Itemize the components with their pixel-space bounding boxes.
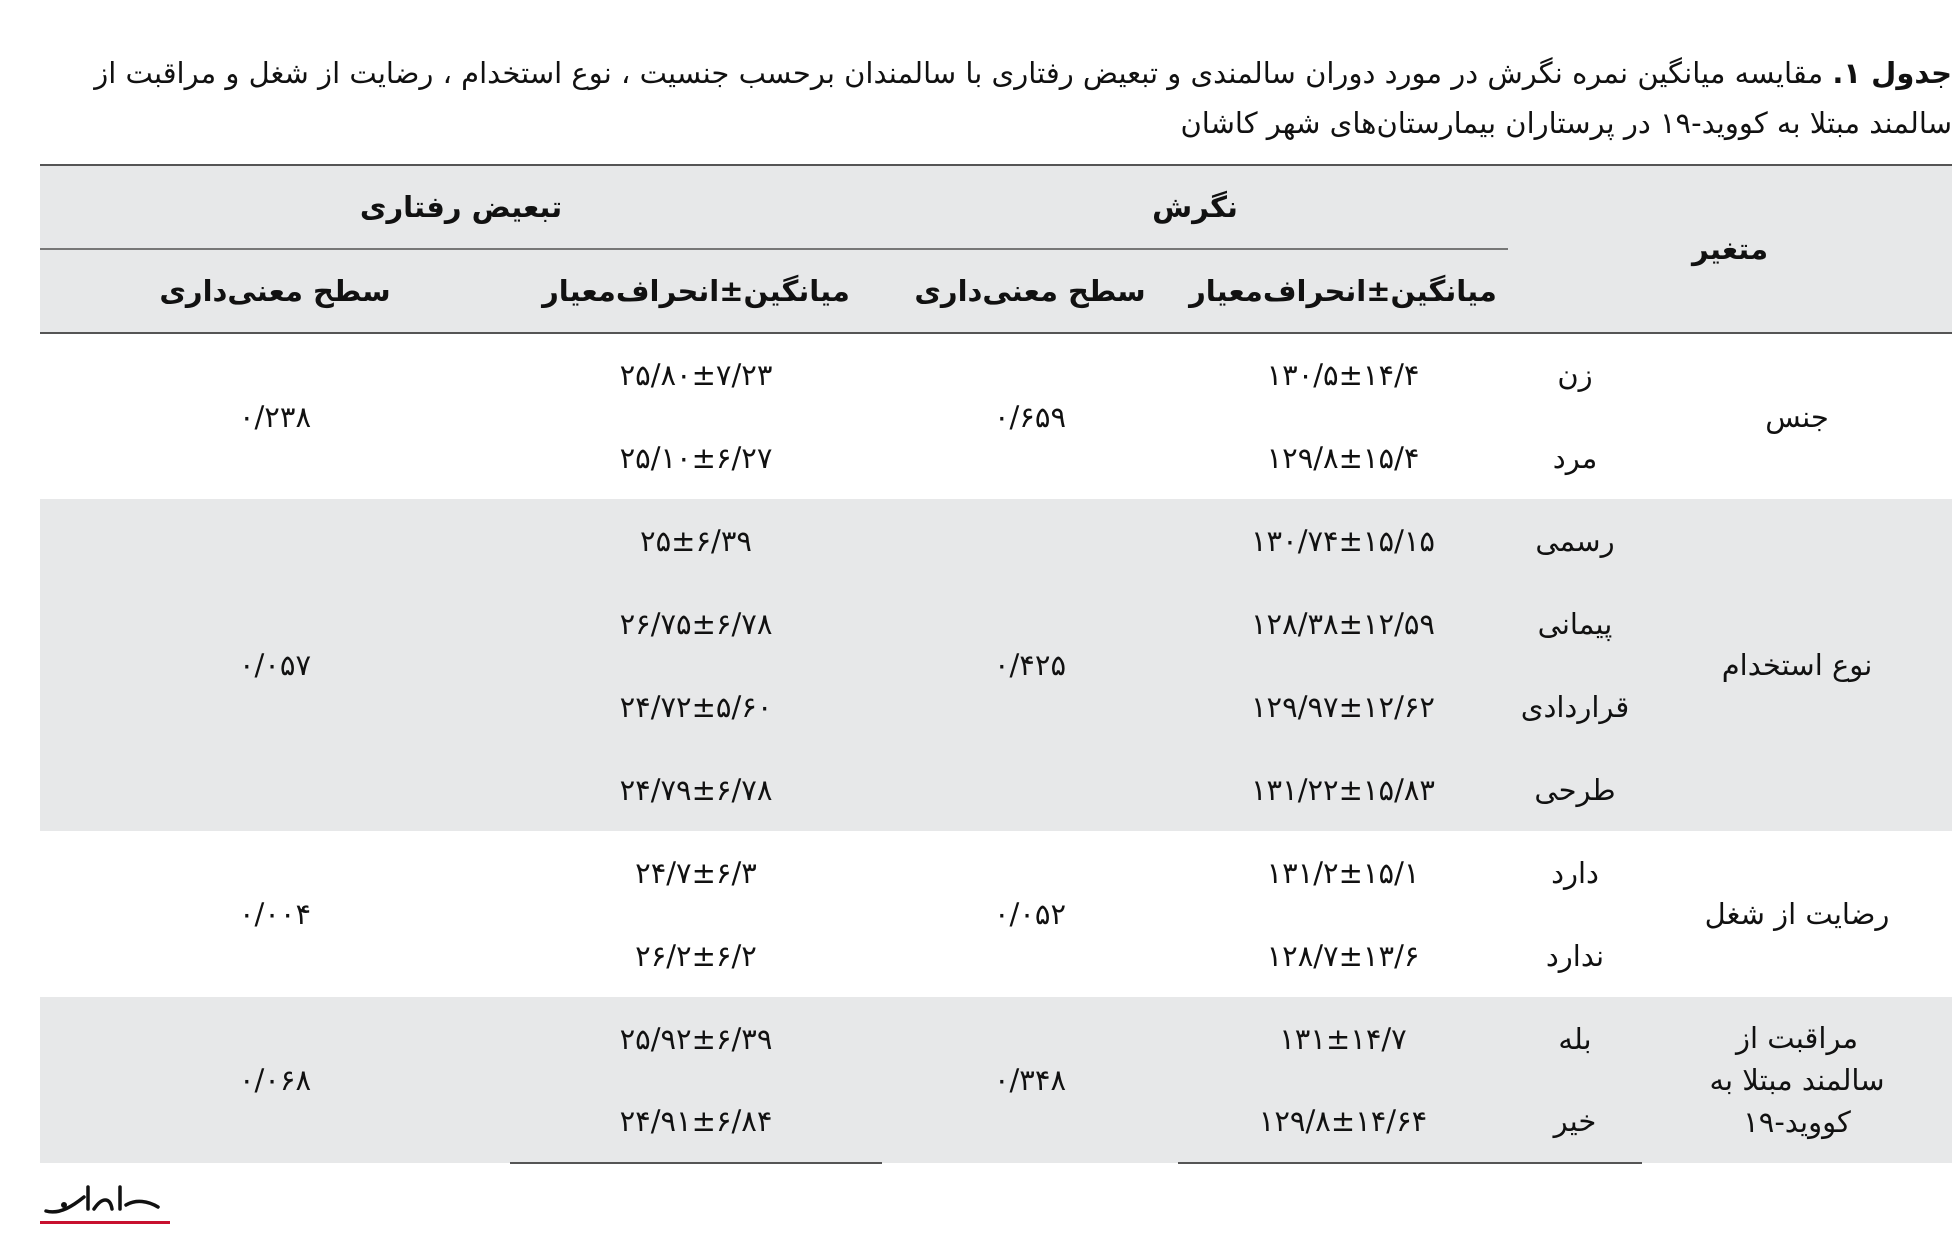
discrimination-mean-sd-header: میانگین±انحراف‌معیار [510,249,882,333]
table-row [40,831,1952,914]
discrimination-significance-header: سطح معنی‌داری [40,249,510,333]
attitude-mean-cell: ۱۳۱/۲۲±۱۵/۸۳ [1178,748,1508,831]
table-row [40,499,1952,582]
attitude-p-cell: ۰/۶۵۹ [993,399,1067,434]
attitude-mean-cell: ۱۳۱/۲±۱۵/۱ [1266,855,1420,890]
discrimination-mean-cell: ۲۵/۱۰±۶/۲۷ [619,440,773,475]
attitude-mean-cell: ۱۲۹/۸±۱۵/۴ [1266,440,1420,475]
variable-cell: مراقبت از سالمند مبتلا به کووید-۱۹ [1642,997,1952,1163]
caption-text: مقایسه میانگین نمره نگرش در مورد دوران سالمندی و تبعیض رفتاری با سالمندان برحسب جنسیت ، نوع استخدام ، رضایت از شغل و مراقبت از سالمند مبتلا به کووید-۱۹ در پرستاران بیمارستان‌های شهر کاشان [94,56,1952,140]
level-cell: طرحی [1508,748,1642,831]
discrimination-p-cell: ۰/۰۰۴ [238,897,312,931]
variable-cell: جنس [1765,399,1829,434]
attitude-mean-sd-header: میانگین±انحراف‌معیار [1178,249,1508,333]
attitude-mean-cell: ۱۲۹/۹۷±۱۲/۶۲ [1178,665,1508,748]
attitude-p-cell: ۰/۴۲۵ [882,499,1178,831]
attitude-mean-cell: ۱۳۰/۵±۱۴/۴ [1266,358,1420,392]
discrimination-mean-cell: ۲۵/۹۲±۶/۳۹ [510,997,882,1080]
attitude-significance-header: سطح معنی‌داری [882,249,1178,333]
table-row [40,333,1952,416]
table-body [40,333,1952,1163]
attitude-mean-cell: ۱۲۸/۳۸±۱۲/۵۹ [1178,582,1508,665]
variable-header: متغیر [1508,165,1952,333]
discrimination-group-header: تبعیض رفتاری [40,165,882,249]
discrimination-mean-cell: ۲۴/۷۹±۶/۷۸ [510,748,882,831]
level-cell: مرد [1552,440,1598,475]
table-row [40,997,1952,1080]
discrimination-p-cell: ۰/۰۵۷ [40,499,510,831]
discrimination-mean-cell: ۲۵/۸۰±۷/۲۳ [619,358,773,392]
variable-cell: رضایت از شغل [1704,897,1890,931]
logo-script-stroke [46,1187,158,1212]
level-cell: قراردادی [1508,665,1642,748]
level-cell: دارد [1551,855,1599,890]
discrimination-mean-cell: ۲۶/۷۵±۶/۷۸ [510,582,882,665]
discrimination-mean-cell: ۲۵±۶/۳۹ [510,499,882,582]
attitude-mean-cell: ۱۲۸/۷±۱۳/۶ [1266,938,1420,973]
discrimination-mean-cell: ۲۴/۷۲±۵/۶۰ [510,665,882,748]
logo-underline [40,1221,170,1224]
attitude-p-cell: ۰/۰۵۲ [993,897,1067,931]
attitude-p-cell: ۰/۳۴۸ [882,997,1178,1163]
attitude-mean-cell: ۱۲۹/۸±۱۴/۶۴ [1178,1080,1508,1163]
table-caption [40,48,1952,148]
discrimination-p-cell: ۰/۲۳۸ [238,399,312,434]
level-cell: رسمی [1508,499,1642,582]
discrimination-mean-cell: ۲۶/۲±۶/۲ [635,938,757,973]
level-cell: خیر [1508,1080,1642,1163]
discrimination-mean-cell: ۲۴/۹۱±۶/۸۴ [510,1080,882,1163]
table-header [40,165,1952,333]
level-cell: زن [1557,358,1593,392]
level-cell: ندارد [1545,938,1605,973]
level-cell: پیمانی [1508,582,1642,665]
attitude-mean-cell: ۱۳۰/۷۴±۱۵/۱۵ [1178,499,1508,582]
level-cell: بله [1508,997,1642,1080]
attitude-group-header: نگرش [882,165,1508,249]
comparison-table [40,164,1952,1164]
journal-logo [40,1175,170,1227]
discrimination-p-cell: ۰/۰۶۸ [40,997,510,1163]
discrimination-mean-cell: ۲۴/۷±۶/۳ [635,855,757,890]
attitude-mean-cell: ۱۳۱±۱۴/۷ [1178,997,1508,1080]
logo-dot [61,1202,67,1208]
caption-label: جدول ۱. [1832,56,1952,90]
variable-cell: نوع استخدام [1642,499,1952,831]
